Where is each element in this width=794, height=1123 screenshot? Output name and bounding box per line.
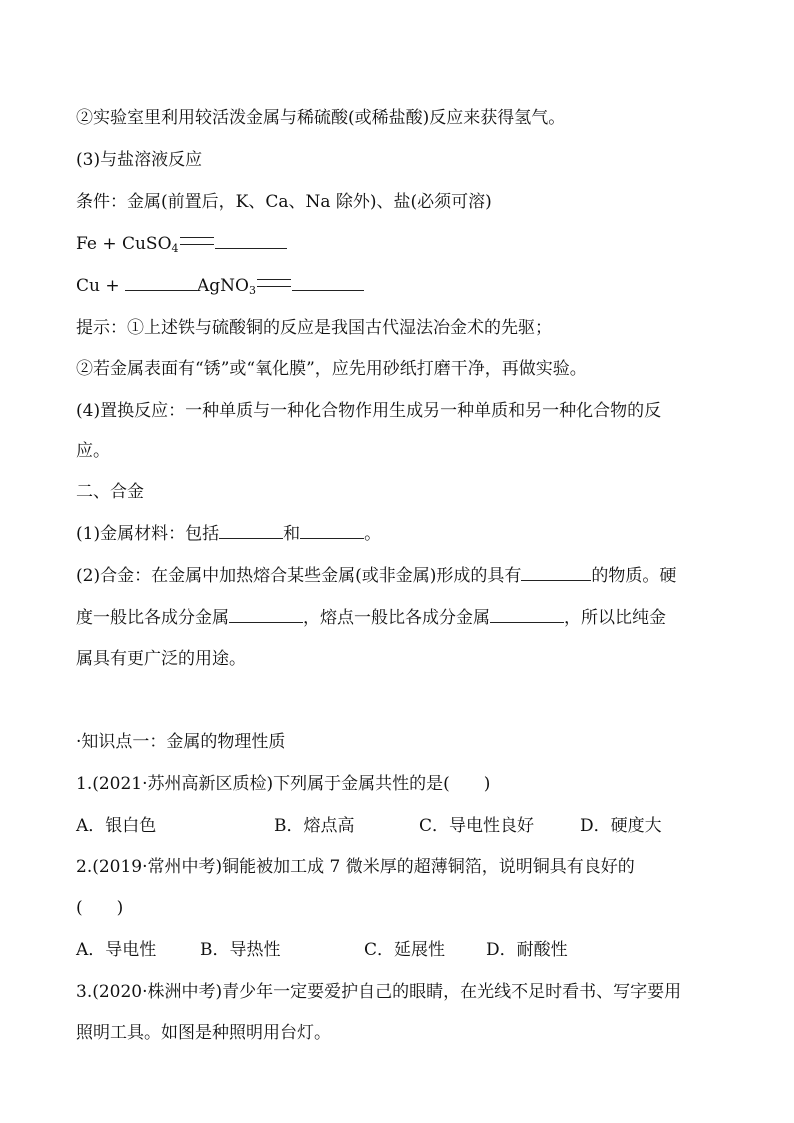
answer-blank[interactable] bbox=[215, 232, 287, 249]
text-line: 属具有更广泛的用途。 bbox=[76, 649, 246, 669]
subscript: 3 bbox=[249, 284, 256, 297]
text-line: 提示：①上述铁与硫酸铜的反应是我国古代湿法冶金术的先驱； bbox=[76, 318, 552, 338]
question-2: 2.(2019·常州中考)铜能被加工成 7 微米厚的超薄铜箔，说明铜具有良好的 bbox=[76, 857, 635, 877]
text-segment: ，熔点一般比各成分金属 bbox=[303, 608, 490, 628]
option-c[interactable]: C．延展性 bbox=[364, 940, 446, 960]
answer-blank[interactable] bbox=[125, 274, 197, 291]
knowledge-point-heading: ·知识点一：金属的物理性质 bbox=[76, 732, 286, 752]
equals-sign bbox=[180, 237, 214, 245]
text-line: ②若金属表面有“锈”或“氧化膜”，应先用砂纸打磨干净，再做实验。 bbox=[76, 359, 587, 379]
answer-blank[interactable] bbox=[521, 564, 591, 581]
equation-text: Cu + bbox=[76, 276, 120, 296]
equation-cu-agno3 bbox=[76, 274, 364, 303]
answer-blank[interactable] bbox=[490, 606, 564, 623]
answer-blank[interactable] bbox=[219, 522, 283, 539]
text-line: 条件：金属(前置后，K、Ca、Na 除外)、盐(必须可溶) bbox=[76, 192, 492, 212]
equation-fe-cuso4 bbox=[76, 232, 287, 261]
option-a[interactable]: A．银白色 bbox=[76, 816, 157, 836]
option-a[interactable]: A．导电性 bbox=[76, 940, 157, 960]
option-d[interactable]: D．硬度大 bbox=[580, 816, 662, 836]
text-segment: (2)合金：在金属中加热熔合某些金属(或非金属)形成的具有 bbox=[76, 566, 522, 586]
answer-paren: ( ) bbox=[76, 898, 124, 918]
section-heading: 二、合金 bbox=[76, 482, 144, 502]
text-segment: 度一般比各成分金属 bbox=[76, 608, 229, 628]
text-segment: 。 bbox=[364, 524, 382, 544]
text-segment: 的物质。硬 bbox=[591, 566, 677, 586]
equals-sign bbox=[257, 279, 291, 287]
question-1: 1.(2021·苏州高新区质检)下列属于金属共性的是( ) bbox=[76, 774, 491, 794]
text-line: (4)置换反应：一种单质与一种化合物作用生成另一种单质和另一种化合物的反 bbox=[76, 401, 662, 421]
text-line bbox=[76, 522, 381, 546]
text-line: 照明工具。如图是种照明用台灯。 bbox=[76, 1023, 331, 1043]
text-line: ②实验室里利用较活泼金属与稀硫酸(或稀盐酸)反应来获得氢气。 bbox=[76, 108, 566, 128]
answer-blank[interactable] bbox=[229, 606, 303, 623]
answer-blank[interactable] bbox=[300, 522, 364, 539]
text-line: (3)与盐溶液反应 bbox=[76, 150, 203, 170]
question-3: 3.(2020·株洲中考)青少年一定要爱护自己的眼睛，在光线不足时看书、写字要用 bbox=[76, 982, 682, 1002]
text-line: 应。 bbox=[76, 441, 110, 461]
text-segment: 和 bbox=[283, 524, 301, 544]
text-segment: ，所以比纯金 bbox=[564, 608, 666, 628]
option-d[interactable]: D．耐酸性 bbox=[486, 940, 568, 960]
text-line bbox=[76, 564, 676, 588]
equation-text: AgNO bbox=[197, 276, 249, 296]
answer-blank[interactable] bbox=[292, 274, 364, 291]
text-segment: (1)金属材料：包括 bbox=[76, 524, 220, 544]
option-b[interactable]: B．熔点高 bbox=[274, 816, 355, 836]
subscript: 4 bbox=[171, 242, 179, 255]
option-c[interactable]: C．导电性良好 bbox=[419, 816, 535, 836]
equation-text: Fe + CuSO bbox=[76, 234, 172, 254]
text-line bbox=[76, 606, 666, 630]
option-b[interactable]: B．导热性 bbox=[200, 940, 281, 960]
